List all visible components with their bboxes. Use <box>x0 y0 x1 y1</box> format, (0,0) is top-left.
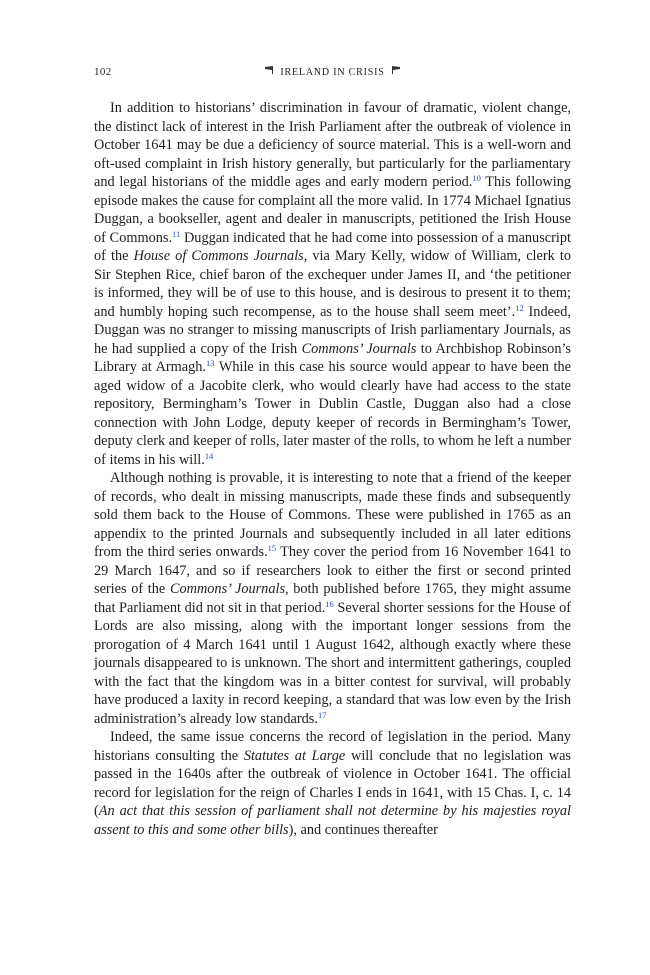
text-run: In addition to historians’ discrimination in favour of dramatic, violent change, the distinct lack of interest in the Irish Parliament after the outbreak of violence in October 1641 may be due a deficiency of source material. This is a well-worn and oft-used complaint in Irish history generally, but particularly for the parliamentary and legal historians of the middle ages and early modern period. <box>94 100 571 190</box>
footnote-ref-16[interactable]: 16 <box>325 598 334 609</box>
paragraph-2 <box>94 469 571 728</box>
text-run: While in this case his source would appear to have been the aged widow of a Jacobite clerk, who would clearly have had access to the state repository, Bermingham’s Tower in Dublin Castle, Duggan also had a close connection with John Lodge, deputy keeper of records in Bermingham’s Tower, deputy clerk and keeper of rolls, later master of the rolls, to whom he left a number of items in his will. <box>94 359 571 468</box>
italic-title: Commons’ Journals <box>301 340 417 357</box>
text-run: Duggan indicated that he had come into possession of a manuscript of the <box>94 229 571 264</box>
flag-right-icon <box>391 66 400 76</box>
footnote-ref-17[interactable]: 17 <box>317 709 327 720</box>
italic-title: Statutes at Large <box>243 747 346 764</box>
footnote-ref-11[interactable]: 11 <box>172 228 181 239</box>
footnote-ref-15[interactable]: 15 <box>267 543 277 553</box>
text-run: This following episode makes the cause for complaint all the more valid. In 1774 Michael Ignatius Duggan, a bookseller, agent and dealer in manuscripts, petitioned the Irish House of Commons. <box>94 174 571 246</box>
text-run: to Archbishop Robinson’s Library at Armagh. <box>94 340 572 375</box>
footnote-ref-14[interactable]: 14 <box>204 450 214 461</box>
footnote-ref-12[interactable]: 12 <box>515 302 524 313</box>
paragraph-1 <box>94 99 571 469</box>
text-run: ), and continues thereafter <box>288 821 438 838</box>
running-header <box>94 64 571 82</box>
text-run: Indeed, Duggan was no stranger to missing manuscripts of Irish parliamentary Journals, as he had supplied a copy of the Irish <box>94 303 572 357</box>
paragraph-3 <box>94 728 571 839</box>
page-number: 102 <box>94 66 112 78</box>
text-run: , via Mary Kelly, widow of William, clerk to Sir Stephen Rice, chief baron of the exchequer under James II, and ‘the petitioner is informed, they will be of use to this house, and is desirous to present it to them; and humbly hoping such recompense, as to the house shall seem meet’. <box>94 248 572 320</box>
text-run: , both published before 1765, they might assume that Parliament did not sit in that period. <box>94 581 572 616</box>
text-run: will conclude that no legislation was passed in the 1640s after the outbreak of violence in October 1641. The official record for legislation for the reign of Charles I ends in 1641, with 15 Chas. I, c. 14 ( <box>94 747 571 819</box>
italic-title: Commons’ Journals <box>169 581 286 597</box>
footnote-ref-10[interactable]: 10 <box>472 173 481 183</box>
text-run: Indeed, the same issue concerns the record of legislation in the period. Many historians consulting the <box>94 729 571 764</box>
flag-left-icon <box>265 66 274 76</box>
body-text <box>94 99 571 839</box>
italic-title: An act that this session of parliament shall not determine by his majesties royal assent to this and some other bills <box>94 803 571 838</box>
italic-title: House of Commons Journals <box>133 248 304 264</box>
running-title-block <box>94 66 571 78</box>
text-run: Several shorter sessions for the House of Lords are also missing, along with the important longer sessions from the prorogation of 4 March 1641 until 1 August 1642, although exactly where these journals disappeared to is unknown. The short and intermittent gatherings, coupled with the fact that the kingdom was in a bitter contest for survival, will probably have produced a laxity in record keeping, a standard that was low even by the Irish administration’s already low standards. <box>94 599 571 727</box>
text-run: Although nothing is provable, it is interesting to note that a friend of the keeper of records, who dealt in missing manuscripts, made these finds and subsequently sold them back to the House of Commons. These were published in 1765 as an appendix to the printed Journals and subsequently included in all later editions from the third series onwards. <box>94 470 571 560</box>
running-title-text: IRELAND IN CRISIS <box>280 67 385 78</box>
text-run: They cover the period from 16 November 1641 to 29 March 1647, and so if researchers look to either the first or second printed series of the <box>94 544 572 597</box>
footnote-ref-13[interactable]: 13 <box>206 358 215 368</box>
